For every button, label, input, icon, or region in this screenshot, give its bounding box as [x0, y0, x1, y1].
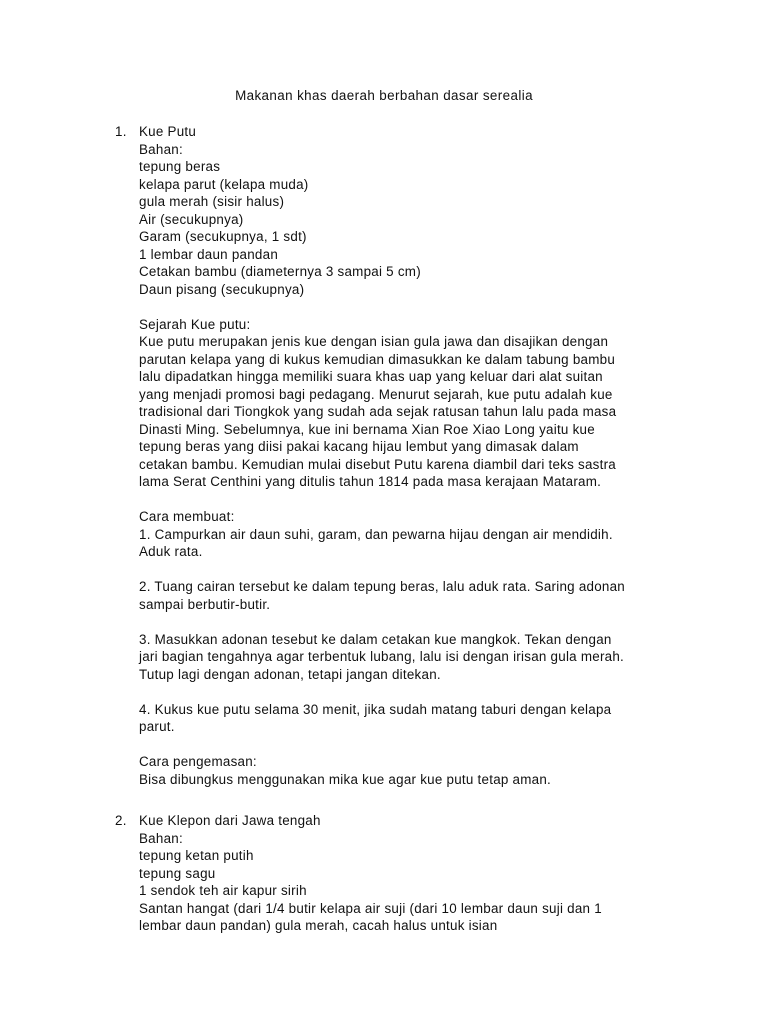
step-line: 1. Campurkan air daun suhi, garam, dan pewarna hijau dengan air mendidih. — [139, 526, 613, 542]
cara-membuat-label: Cara membuat: — [139, 509, 235, 524]
item-number: 2. — [115, 813, 127, 828]
spacer — [139, 613, 675, 631]
step-line: jari bagian tengahnya agar terbentuk lubang, lalu isi dengan irisan gula merah. — [139, 649, 625, 664]
ingredient-line: Garam (secukupnya, 1 sdt) — [139, 229, 307, 244]
sejarah-line: cetakan bambu. Kemudian mulai disebut Putu karena diambil dari teks sastra — [139, 456, 617, 472]
sejarah-line: Kue putu merupakan jenis kue dengan isian gula jawa dan disajikan dengan — [139, 334, 609, 349]
spacer — [139, 736, 675, 754]
sejarah-line: Dinasti Ming. Sebelumnya, kue ini bernama Xian Roe Xiao Long yaitu kue — [139, 421, 595, 437]
document-title: Makanan khas daerah berbahan dasar serealia — [235, 88, 533, 103]
step-line: sampai berbutir-butir. — [139, 596, 271, 612]
recipe-heading: Kue Putu — [139, 124, 197, 139]
ingredient-line: tepung ketan putih — [139, 848, 254, 863]
ingredient-line: lembar daun pandan) gula merah, cacah halus untuk isian — [139, 918, 498, 933]
ingredient-line: 1 sendok teh air kapur sirih — [139, 883, 307, 898]
pengemasan-label: Cara pengemasan: — [139, 754, 257, 769]
ingredient-line: Daun pisang (secukupnya) — [139, 281, 305, 297]
spacer — [139, 683, 675, 701]
step-line: Aduk rata. — [139, 544, 203, 559]
ingredient-line: tepung sagu — [139, 865, 216, 881]
sejarah-label: Sejarah Kue putu: — [139, 316, 251, 332]
sejarah-line: lama Serat Centhini yang ditulis tahun 1814 pada masa kerajaan Mataram. — [139, 474, 602, 489]
spacer — [139, 491, 675, 509]
item-number: 1. — [115, 124, 127, 139]
step-line: parut. — [139, 719, 175, 734]
sejarah-line: yang menjadi promosi bagi pedagang. Menurut sejarah, kue putu adalah kue — [139, 386, 613, 402]
ingredient-line: tepung beras — [139, 159, 221, 174]
sejarah-line: parutan kelapa yang di kukus kemudian dimasukkan ke dalam tabung bambu — [139, 351, 616, 367]
sejarah-line: tepung beras yang diisi pakai kacang hijau lembut yang dimasak dalam — [139, 439, 579, 454]
bahan-label: Bahan: — [139, 141, 183, 157]
spacer — [139, 561, 675, 579]
ingredient-line: Cetakan bambu (diameternya 3 sampai 5 cm) — [139, 264, 421, 279]
pengemasan-text: Bisa dibungkus menggunakan mika kue agar kue putu tetap aman. — [139, 771, 552, 787]
spacer — [139, 298, 675, 316]
ingredient-line: Air (secukupnya) — [139, 211, 244, 227]
recipe-body — [139, 812, 675, 935]
ingredient-line: Santan hangat (dari 1/4 butir kelapa air suji (dari 10 lembar daun suji dan 1 — [139, 900, 602, 916]
sejarah-line: lalu dipadatkan hingga memiliki suara khas uap yang keluar dari alat suitan — [139, 369, 603, 384]
ingredient-line: kelapa parut (kelapa muda) — [139, 176, 309, 192]
step-line: Tutup lagi dengan adonan, tetapi jangan ditekan. — [139, 666, 441, 682]
bahan-label: Bahan: — [139, 830, 183, 846]
sejarah-line: tradisional dari Tiongkok yang sudah ada sejak ratusan tahun lalu pada masa — [139, 404, 617, 419]
recipe-body — [139, 123, 675, 788]
ingredient-line: gula merah (sisir halus) — [139, 194, 285, 209]
ingredient-line: 1 lembar daun pandan — [139, 246, 279, 262]
step-line: 2. Tuang cairan tersebut ke dalam tepung beras, lalu aduk rata. Saring adonan — [139, 579, 625, 594]
step-line: 4. Kukus kue putu selama 30 menit, jika sudah matang taburi dengan kelapa — [139, 701, 612, 717]
step-line: 3. Masukkan adonan tesebut ke dalam cetakan kue mangkok. Tekan dengan — [139, 631, 612, 647]
recipe-heading: Kue Klepon dari Jawa tengah — [139, 813, 321, 828]
